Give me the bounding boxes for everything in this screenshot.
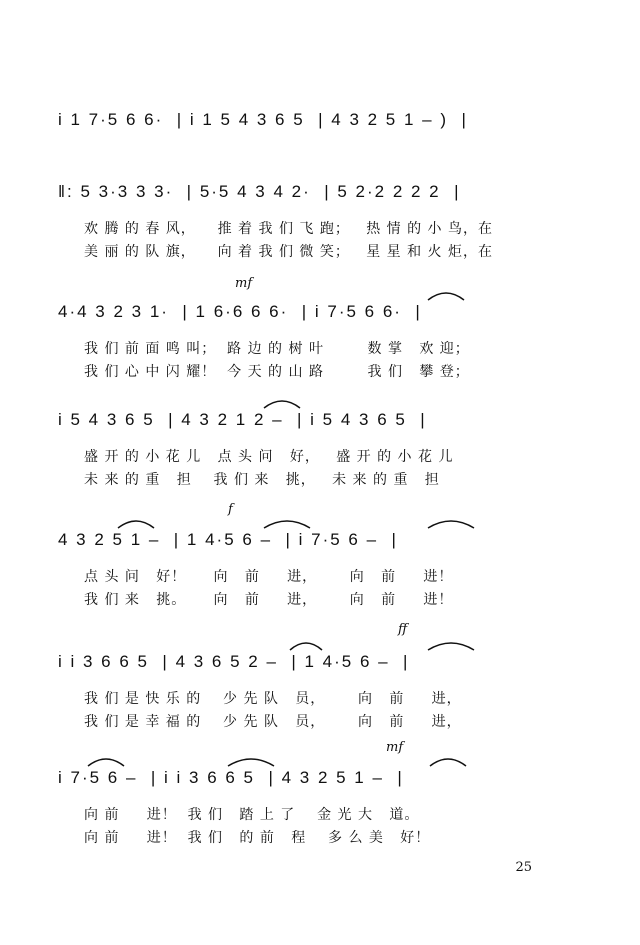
lyric-verse-2: 我 们 来 挑。 向 前 进， 向 前 进！	[84, 592, 454, 608]
slur-mark	[426, 516, 476, 530]
lyric-verse-1: 我 们 是 快 乐 的 少 先 队 员， 向 前 进，	[84, 691, 462, 707]
lyric-verse-1: 向 前 进！ 我 们 踏 上 了 金 光 大 道。	[84, 807, 420, 823]
page-number: 25	[515, 860, 532, 875]
notation-line: 4 3 2 5 1 – | 1 4·5 6 – | i 7·5 6 – |	[58, 530, 398, 549]
lyric-verse-1: 欢 腾 的 春 风， 推 着 我 们 飞 跑； 热 情 的 小 鸟，在	[84, 221, 494, 237]
lyric-verse-1: 点 头 问 好！ 向 前 进， 向 前 进！	[84, 569, 454, 585]
notation-line: ‖: 5 3·3 3 3· | 5·5 4 3 4 2· | 5 2·2 2 2 2 |	[58, 182, 461, 201]
lyric-verse-2: 向 前 进！ 我 们 的 前 程 多 么 美 好！	[84, 830, 431, 846]
notation-line: i 7·5 6 – | i i 3 6 6 5 | 4 3 2 5 1 – |	[58, 768, 404, 787]
notation-line: 4·4 3 2 3 1· | 1 6·6 6 6· | i 7·5 6 6· |	[58, 302, 422, 321]
slur-mark	[262, 516, 312, 530]
lyric-verse-2: 我 们 是 幸 福 的 少 先 队 员， 向 前 进，	[84, 714, 462, 730]
dynamic-marking: ff	[398, 622, 408, 637]
dynamic-marking: mf	[235, 276, 253, 291]
notation-line: i 1 7·5 6 6· | i 1 5 4 3 6 5 | 4 3 2 5 1 – ) |	[58, 110, 468, 129]
slur-mark	[262, 396, 302, 410]
slur-mark	[428, 754, 468, 768]
lyric-verse-1: 我 们 前 面 鸣 叫； 路 边 的 树 叶 数 掌 欢 迎；	[84, 341, 470, 357]
lyric-verse-2: 未 来 的 重 担 我 们 来 挑， 未 来 的 重 担	[84, 472, 440, 488]
lyric-verse-2: 我 们 心 中 闪 耀！ 今 天 的 山 路 我 们 攀 登；	[84, 364, 470, 380]
slur-mark	[116, 516, 156, 530]
dynamic-marking: mf	[386, 740, 404, 755]
slur-mark	[426, 288, 466, 302]
notation-line: i i 3 6 6 5 | 4 3 6 5 2 – | 1 4·5 6 – |	[58, 652, 410, 671]
lyric-verse-1: 盛 开 的 小 花 儿 点 头 问 好， 盛 开 的 小 花 儿	[84, 449, 454, 465]
slur-mark	[426, 638, 476, 652]
lyric-verse-2: 美 丽 的 队 旗， 向 着 我 们 微 笑； 星 星 和 火 炬，在	[84, 244, 494, 260]
slur-mark	[226, 754, 276, 768]
slur-mark	[288, 638, 324, 652]
dynamic-marking: f	[228, 502, 233, 517]
notation-line: i 5 4 3 6 5 | 4 3 2 1 2 – | i 5 4 3 6 5 |	[58, 410, 427, 429]
slur-mark	[86, 754, 126, 768]
